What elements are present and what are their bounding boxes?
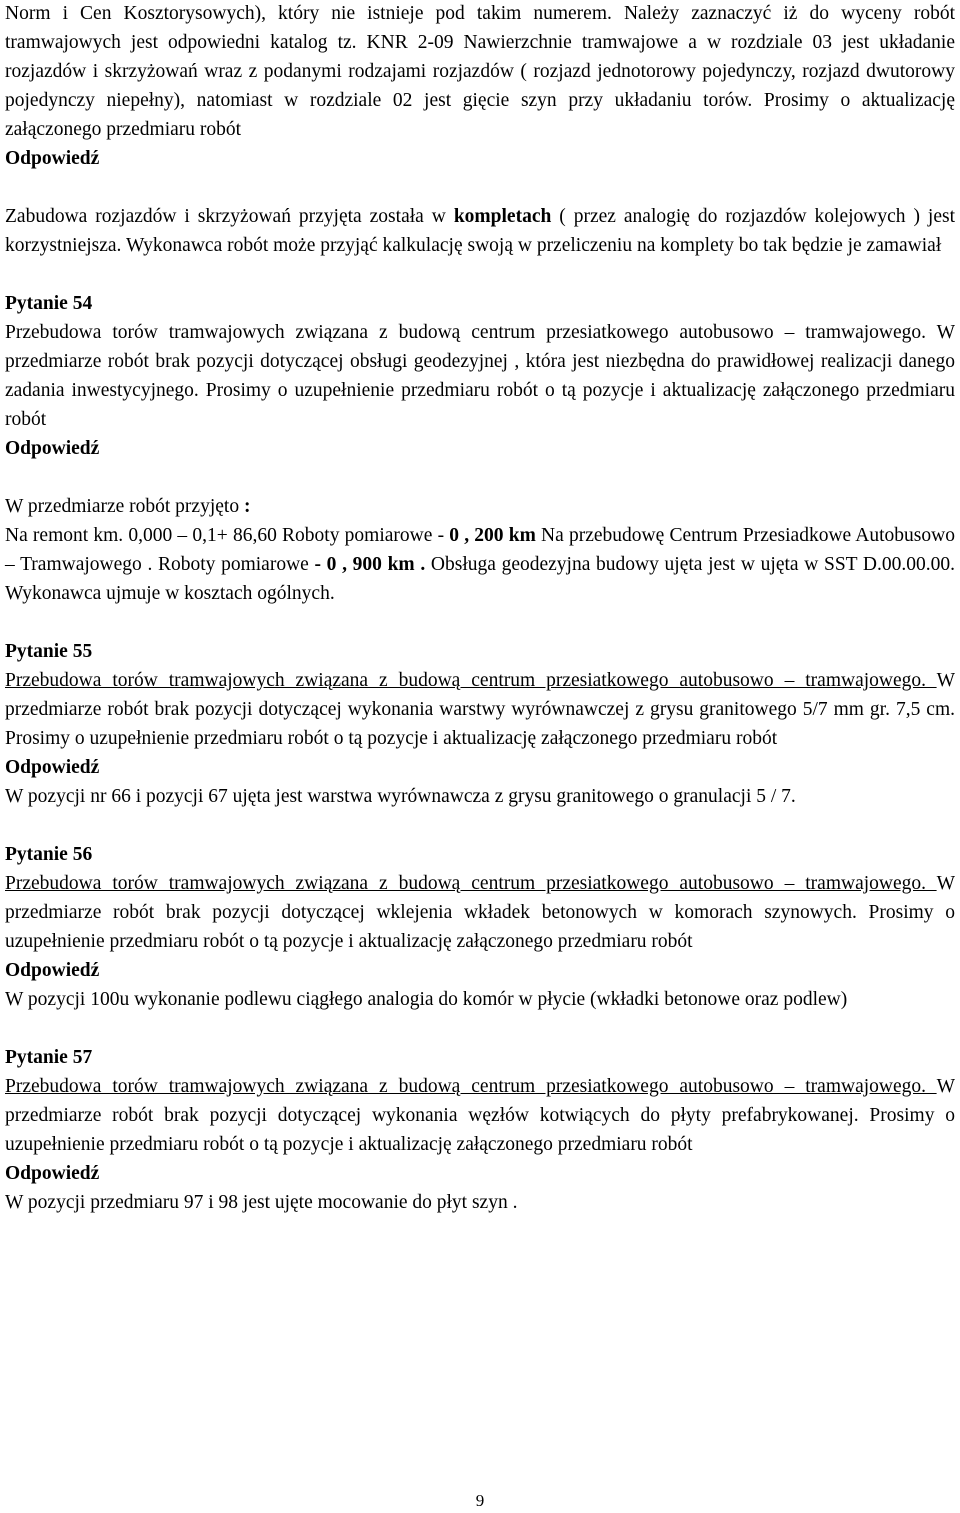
answer-53-bold: kompletach <box>453 206 552 227</box>
answer-54-text <box>5 521 955 608</box>
answer-54-c: Na przebudowę Centrum Przesiadkowe Autobusowo – Tramwajowego . Roboty pomiarowe <box>5 525 955 575</box>
answer-label: Odpowiedź <box>5 1163 100 1184</box>
answer-54-e: Obsługa geodezyjna budowy ujęta jest w ujęta w SST D.00.00.00. Wykonawca ujmuje w kosztach ogólnych. <box>5 554 955 604</box>
question-55-underlined: Przebudowa torów tramwajowych związana z budową centrum przesiatkowego autobusowo – tramwajowego. <box>5 670 937 691</box>
question-57-rest: W przedmiarze robót brak pozycji dotyczącej wykonania węzłów kotwiących do płyty prefabrykowanej. Prosimy o uzupełnienie przedmiaru robót o tą pozycje i aktualizację załączonego przedmiaru robót <box>5 1076 955 1155</box>
answer-label: Odpowiedź <box>5 148 100 169</box>
answer-53-text-a: Zabudowa rozjazdów i skrzyżowań przyjęta została w <box>5 206 454 227</box>
answer-54-intro-colon: : <box>243 496 251 517</box>
answer-54-d: - 0 , 900 km . <box>314 554 426 575</box>
answer-53 <box>5 202 955 260</box>
answer-55-text: W pozycji nr 66 i pozycji 67 ujęta jest warstwa wyrównawcza z grysu granitowego o granulacji 5 / 7. <box>5 786 796 807</box>
question-54-title: Pytanie 54 <box>5 293 93 314</box>
question-57-text <box>5 1072 955 1159</box>
question-56-rest: W przedmiarze robót brak pozycji dotyczącej wklejenia wkładek betonowych w komorach szynowych. Prosimy o uzupełnienie przedmiaru robót o tą pozycje i aktualizację załączonego przedmiaru robót <box>5 873 955 952</box>
question-54-text: Przebudowa torów tramwajowych związana z budową centrum przesiatkowego autobusowo – tramwajowego. W przedmiarze robót brak pozycji dotyczącej obsługi geodezyjnej , która jest niezbędna do prawidłowej realizacji danego zadania inwestycyjnego. Prosimy o uzupełnienie przedmiaru robót o tą pozycje i aktualizację załączonego przedmiaru robót <box>5 322 955 430</box>
answer-label: Odpowiedź <box>5 960 100 981</box>
answer-label: Odpowiedź <box>5 757 100 778</box>
answer-54-intro-text: W przedmiarze robót przyjęto <box>5 496 244 517</box>
question-56-text <box>5 869 955 956</box>
question-53-continuation: Norm i Cen Kosztorysowych), który nie istnieje pod takim numerem. Należy zaznaczyć iż do wyceny robót tramwajowych jest odpowiedni katalog tz. KNR 2-09 Nawierzchnie tramwajowe a w rozdziale 03 jest układanie rozjazdów i skrzyżowań wraz z podanymi rodzajami rozjazdów ( rozjazd jednotorowy pojedynczy, rozjazd dwutorowy pojedynczy niepełny), natomiast w rozdziale 02 jest gięcie szyn przy układaniu torów. Prosimy o aktualizację załączonego przedmiaru robót <box>5 3 955 140</box>
answer-57-text: W pozycji przedmiaru 97 i 98 jest ujęte mocowanie do płyt szyn . <box>5 1192 518 1213</box>
question-57-title: Pytanie 57 <box>5 1047 93 1068</box>
answer-54-a: Na remont km. 0,000 – 0,1+ 86,60 Roboty pomiarowe - <box>5 525 450 546</box>
answer-54-intro <box>5 492 955 521</box>
question-55-rest: W przedmiarze robót brak pozycji dotyczącej wykonania warstwy wyrównawczej z grysu granitowego 5/7 mm gr. 7,5 cm. Prosimy o uzupełnienie przedmiaru robót o tą pozycje i aktualizację załączonego przedmiaru robót <box>5 670 955 749</box>
answer-label: Odpowiedź <box>5 438 100 459</box>
answer-53-text-b: ( przez analogię do rozjazdów kolejowych ) jest korzystniejsza. Wykonawca robót może przyjąć kalkulację swoją w przeliczeniu na komplety bo tak będzie je zamawiał <box>5 206 956 256</box>
document-page <box>5 0 955 1217</box>
question-56-title: Pytanie 56 <box>5 844 93 865</box>
page-number: 9 <box>475 1491 485 1510</box>
question-57-underlined: Przebudowa torów tramwajowych związana z budową centrum przesiatkowego autobusowo – tramwajowego. <box>5 1076 937 1097</box>
question-55-text <box>5 666 955 753</box>
question-55-title: Pytanie 55 <box>5 641 93 662</box>
question-56-underlined: Przebudowa torów tramwajowych związana z budową centrum przesiatkowego autobusowo – tramwajowego. <box>5 873 937 894</box>
answer-56-text: W pozycji 100u wykonanie podlewu ciągłego analogia do komór w płycie (wkładki betonowe oraz podlew) <box>5 989 848 1010</box>
answer-54-b: 0 , 200 km <box>449 525 536 546</box>
